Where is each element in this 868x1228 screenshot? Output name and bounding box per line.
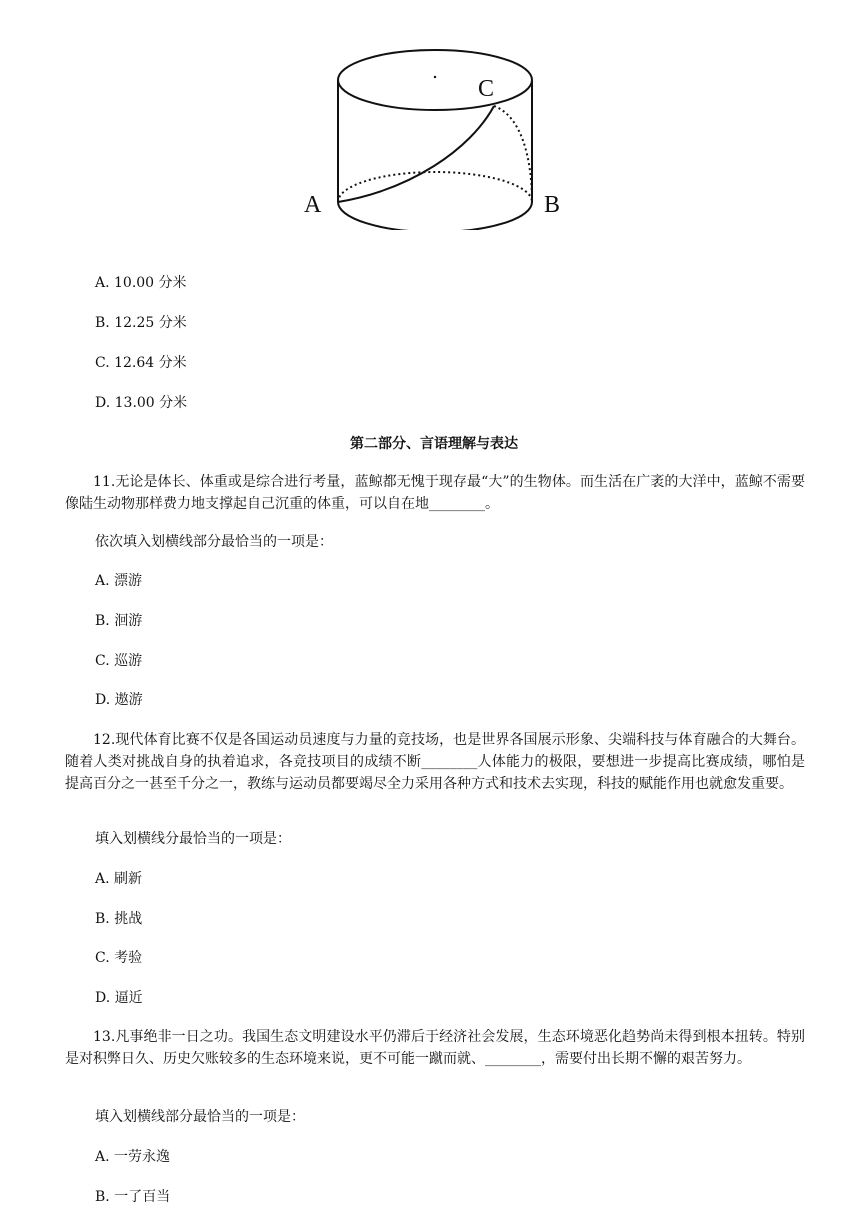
q12-option-a: A. 刷新	[95, 871, 143, 887]
cylinder-bottom-back	[338, 172, 532, 202]
q10-option-b: B. 12.25 分米	[95, 315, 187, 331]
q11-option-d: D. 遨游	[95, 692, 143, 708]
q11-text: 11.无论是体长、体重或是综合进行考量，蓝鲸都无愧于现存最“大”的生物体。而生活在广袤的大洋中，蓝鲸不需要像陆生动物那样费力地支撑起自己沉重的体重，可以自在地________。	[65, 474, 805, 512]
q11-option-a: A. 漂游	[95, 573, 143, 589]
q10-option-a: A. 10.00 分米	[95, 275, 187, 291]
q10-option-d: D. 13.00 分米	[95, 395, 188, 411]
q13-option-b: B. 一了百当	[95, 1189, 171, 1205]
q12-option-b: B. 挑战	[95, 911, 143, 927]
q12-option-c: C. 考验	[95, 950, 143, 966]
q11-prompt: 依次填入划横线部分最恰当的一项是：	[95, 534, 333, 550]
q12-text: 12.现代体育比赛不仅是各国运动员速度与力量的竞技场，也是世界各国展示形象、尖端科技与体育融合的大舞台。随着人类对挑战自身的执着追求，各竞技项目的成绩不断________人体能力的极限，要想进一步提高比赛成绩，哪怕是提高百分之一甚至千分之一，教练与运动员都要竭尽全力采用各种方式和技术去实现，科技的赋能作用也就愈发重要。	[65, 732, 805, 792]
label-c: C	[478, 76, 495, 102]
label-a: A	[304, 192, 322, 218]
q10-option-c: C. 12.64 分米	[95, 355, 187, 371]
label-b: B	[544, 192, 561, 218]
q13-text: 13.凡事绝非一日之功。我国生态文明建设水平仍滞后于经济社会发展，生态环境恶化趋势尚未得到根本扭转。特别是对积弊日久、历史欠账较多的生态环境来说，更不可能一蹴而就、________，需要付出长期不懈的艰苦努力。	[65, 1029, 805, 1067]
q12-prompt: 填入划横线分最恰当的一项是：	[95, 831, 291, 847]
cylinder-top-ellipse	[338, 50, 532, 110]
q11-option-c: C. 巡游	[95, 653, 143, 669]
top-center-dot	[434, 76, 436, 78]
section-title: 第二部分、言语理解与表达	[350, 436, 518, 452]
cylinder-bottom-front	[338, 202, 532, 230]
q11-option-b: B. 洄游	[95, 613, 143, 629]
q13-option-a: A. 一劳永逸	[95, 1149, 171, 1165]
q12-option-d: D. 逼近	[95, 990, 143, 1006]
cylinder-figure	[290, 30, 580, 230]
curve-c-to-b	[494, 106, 532, 202]
curve-a-to-c	[338, 106, 494, 202]
q13-prompt: 填入划横线部分最恰当的一项是：	[95, 1109, 305, 1125]
